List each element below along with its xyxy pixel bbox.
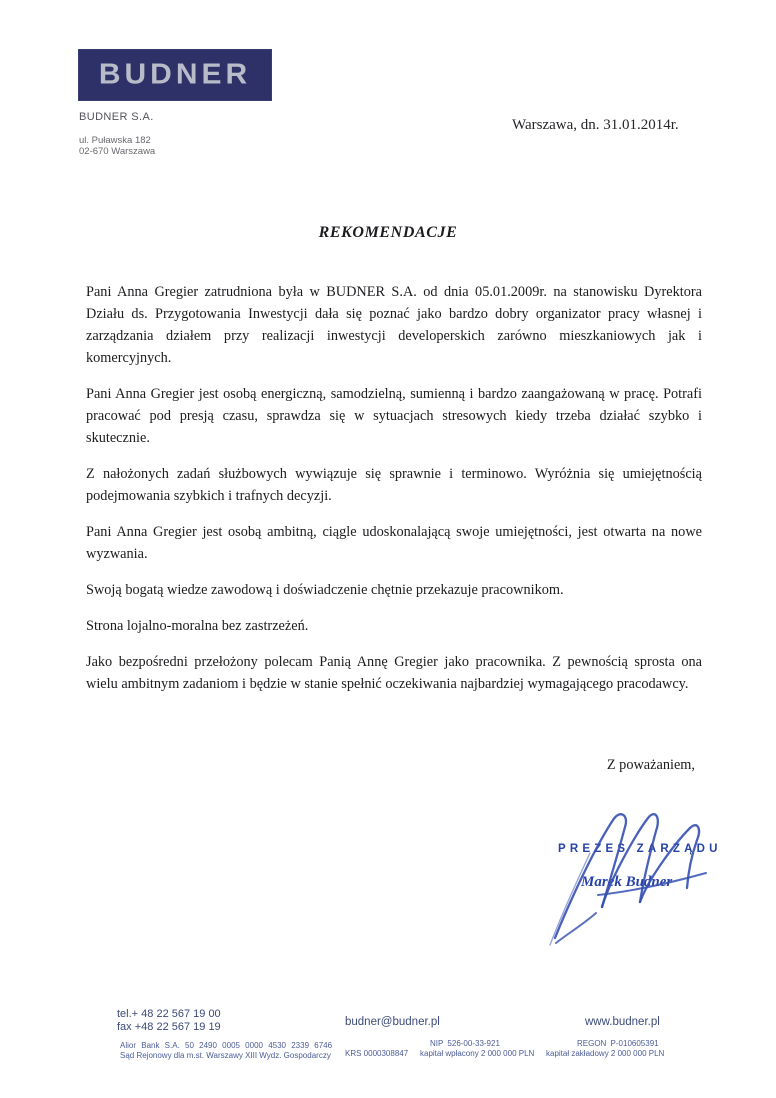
body-paragraph: Pani Anna Gregier zatrudniona była w BUDNER S.A. od dnia 05.01.2009r. na stanowisku Dyrektora Działu ds. Przygotowania Inwestycji dała się poznać jako bardzo dobry organizator pracy własnej i zarządzania działem przy realizacji inwestycji developerskich zarówno mieszkaniowych jak i komercyjnych.	[86, 284, 702, 366]
company-logo	[78, 49, 272, 101]
letter-title: REKOMENDACJE	[318, 224, 458, 241]
signature-scrawl	[530, 795, 760, 955]
footer-regon: REGON P-010605391	[577, 1039, 659, 1048]
dateline: Warszawa, dn. 31.01.2014r.	[512, 117, 679, 133]
signer-name-stamp: Marek Budner	[581, 874, 673, 890]
company-address-city: 02-670 Warszawa	[79, 146, 156, 157]
signature-block	[530, 795, 760, 955]
body-paragraph: Swoją bogatą wiedze zawodową i doświadczenie chętnie przekazuje pracownikom.	[86, 582, 564, 598]
footer-registry-court: Sąd Rejonowy dla m.st. Warszawy XIII Wydz. Gospodarczy	[120, 1051, 331, 1060]
company-address-street: ul. Puławska 182	[79, 135, 151, 146]
body-paragraph: Z nałożonych zadań służbowych wywiązuje się sprawnie i terminowo. Wyróżnia się umiejętnością podejmowania szybkich i trafnych decyzji.	[86, 466, 702, 504]
company-name: BUDNER S.A.	[79, 111, 154, 123]
footer-email: budner@budner.pl	[345, 1016, 440, 1028]
company-logo-text: BUDNER	[98, 58, 252, 91]
footer-phone: tel.+ 48 22 567 19 00	[117, 1008, 221, 1020]
signer-role-stamp: PREZES ZARZĄDU	[558, 843, 722, 855]
footer-capital-share: kapitał zakładowy 2 000 000 PLN	[546, 1049, 665, 1058]
body-paragraph: Jako bezpośredni przełożony polecam Panią Annę Gregier jako pracownika. Z pewnością sprosta ona wielu ambitnym zadaniom i będzie w stanie spełnić oczekiwania najbardziej wymagającego pracodawcy.	[86, 654, 702, 692]
body-paragraph: Strona lojalno-moralna bez zastrzeżeń.	[86, 618, 309, 634]
closing-salutation: Z poważaniem,	[606, 757, 695, 773]
body-paragraph: Pani Anna Gregier jest osobą ambitną, ciągle udoskonalającą swoje umiejętności, jest otwarta na nowe wyzwania.	[86, 524, 702, 562]
footer-fax: fax +48 22 567 19 19	[117, 1021, 221, 1033]
footer-capital-paid: kapitał wpłacony 2 000 000 PLN	[420, 1049, 535, 1058]
footer-website: www.budner.pl	[585, 1016, 660, 1028]
footer-nip: NIP 526-00-33-921	[430, 1039, 500, 1048]
footer-krs: KRS 0000308847	[345, 1049, 409, 1058]
letter-body	[86, 281, 702, 709]
body-paragraph: Pani Anna Gregier jest osobą energiczną, samodzielną, sumienną i bardzo zaangażowaną w pracę. Potrafi pracować pod presją czasu, sprawdza się w sytuacjach stresowych kiedy trzeba działać szybko i skutecznie.	[86, 386, 702, 446]
footer-bank-account: Alior Bank S.A. 50 2490 0005 0000 4530 2339 6746	[120, 1041, 333, 1050]
